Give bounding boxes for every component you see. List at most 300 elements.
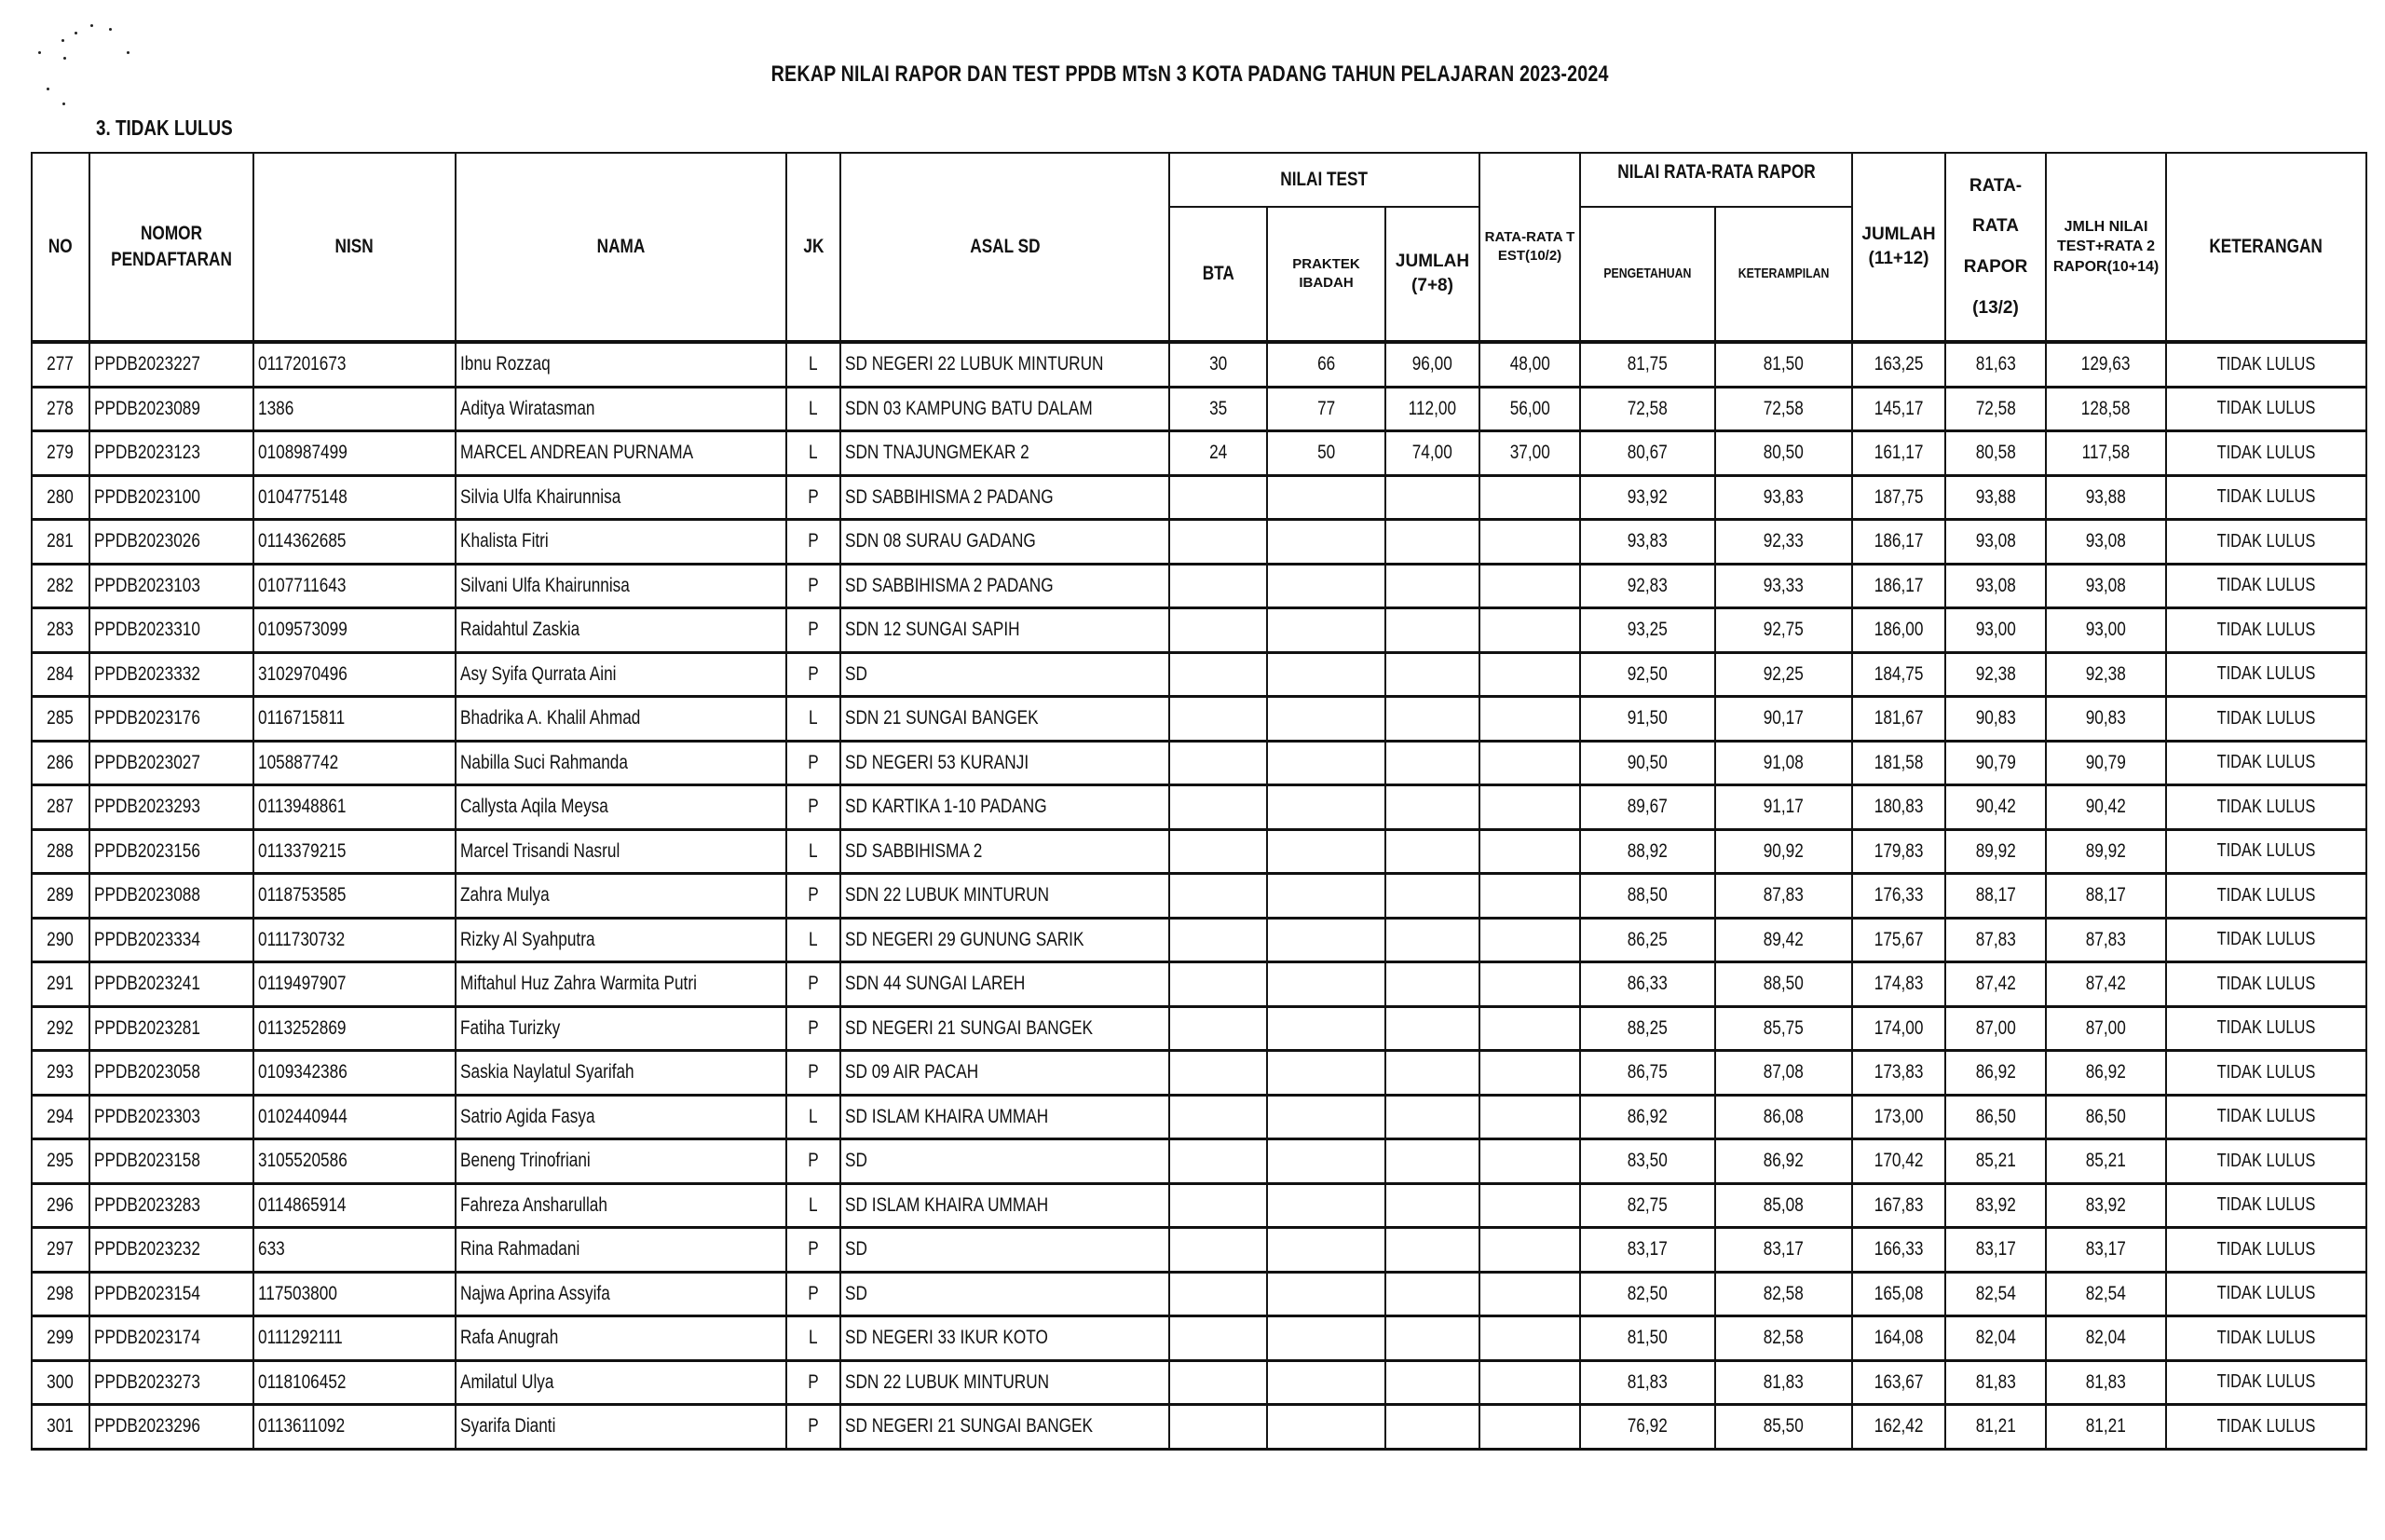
- cell-rata-rapor: [1945, 475, 2046, 520]
- cell-nama: [456, 520, 786, 565]
- cell-bta: [1169, 475, 1267, 520]
- cell-nomor-pendaftaran-text: PPDB2023303: [94, 1105, 200, 1127]
- cell-asal-sd: [840, 1051, 1169, 1096]
- cell-pengetahuan: [1580, 1139, 1715, 1184]
- cell-nisn-text: 0116715811: [258, 707, 346, 729]
- cell-jumlah-nilai-text: 86,50: [2085, 1105, 2127, 1127]
- scan-speck: [61, 39, 64, 42]
- cell-no-text: 284: [47, 662, 75, 685]
- cell-keterampilan: [1715, 918, 1852, 962]
- cell-keterangan-text: TIDAK LULUS: [2216, 840, 2316, 862]
- cell-nama: [456, 1051, 786, 1096]
- scan-speck: [47, 88, 49, 90]
- cell-jumlah-nilai-text: 86,92: [2085, 1061, 2127, 1083]
- cell-jumlah-test: [1385, 1139, 1479, 1184]
- table-row: [32, 564, 2366, 608]
- cell-jk: [786, 785, 840, 830]
- cell-nama-text: Rina Rahmadani: [460, 1238, 580, 1261]
- cell-keterampilan: [1715, 431, 1852, 476]
- cell-nama: [456, 962, 786, 1007]
- cell-no: [32, 1095, 89, 1139]
- cell-jk-text: P: [808, 574, 819, 596]
- cell-nama-text: Asy Syifa Qurrata Aini: [460, 662, 617, 685]
- table-row: [32, 1272, 2366, 1316]
- cell-keterangan-text: TIDAK LULUS: [2216, 530, 2316, 552]
- cell-no-text: 296: [47, 1193, 75, 1216]
- cell-nomor-pendaftaran-text: PPDB2023103: [94, 574, 200, 596]
- cell-no: [32, 1051, 89, 1096]
- cell-jk-text: L: [809, 1105, 818, 1127]
- cell-nisn-text: 0119497907: [258, 973, 347, 995]
- cell-keterangan-text: TIDAK LULUS: [2216, 442, 2316, 463]
- cell-pengetahuan-text: 86,25: [1627, 928, 1669, 950]
- cell-rata-rapor-text: 72,58: [1975, 397, 2016, 419]
- cell-asal-sd-text: SDN 03 KAMPUNG BATU DALAM: [845, 397, 1093, 419]
- cell-jumlah-nilai-text: 88,17: [2085, 884, 2127, 906]
- cell-keterangan: [2166, 1183, 2366, 1228]
- cell-pengetahuan: [1580, 1316, 1715, 1361]
- cell-jumlah-rapor: [1852, 1228, 1945, 1273]
- cell-asal-sd-text: SDN 12 SUNGAI SAPIH: [845, 619, 1020, 641]
- cell-pengetahuan-text: 81,83: [1627, 1370, 1669, 1393]
- cell-rata-test: [1479, 962, 1580, 1007]
- cell-no-text: 280: [47, 485, 75, 508]
- cell-asal-sd-text: SD NEGERI 21 SUNGAI BANGEK: [845, 1415, 1094, 1438]
- cell-rata-rapor: [1945, 1095, 2046, 1139]
- cell-jumlah-nilai-text: 90,83: [2085, 707, 2127, 729]
- cell-keterangan: [2166, 652, 2366, 697]
- header-keterangan: KETERANGAN: [2166, 153, 2366, 342]
- cell-keterangan-text: TIDAK LULUS: [2216, 1061, 2316, 1083]
- cell-bta: [1169, 1006, 1267, 1051]
- cell-jumlah-rapor: [1852, 342, 1945, 387]
- cell-nisn: [253, 1139, 456, 1184]
- cell-rata-test: [1479, 874, 1580, 919]
- cell-praktek-ibadah: [1267, 874, 1385, 919]
- cell-nomor-pendaftaran-text: PPDB2023281: [94, 1016, 200, 1039]
- cell-rata-test: [1479, 1228, 1580, 1273]
- cell-praktek-ibadah: [1267, 962, 1385, 1007]
- cell-rata-test: [1479, 1051, 1580, 1096]
- cell-jk-text: L: [809, 1193, 818, 1216]
- cell-jumlah-rapor: [1852, 608, 1945, 653]
- cell-jumlah-test: [1385, 962, 1479, 1007]
- cell-rata-test-text: 37,00: [1509, 442, 1550, 464]
- cell-keterampilan-text: 90,17: [1763, 707, 1805, 729]
- table-header: [32, 153, 2366, 342]
- cell-rata-rapor-text: 87,00: [1975, 1016, 2016, 1039]
- cell-keterangan: [2166, 1316, 2366, 1361]
- cell-keterampilan: [1715, 1360, 1852, 1405]
- cell-keterampilan-text: 81,83: [1763, 1370, 1805, 1393]
- cell-nisn: [253, 475, 456, 520]
- cell-jk: [786, 1006, 840, 1051]
- cell-keterangan-text: TIDAK LULUS: [2216, 973, 2316, 994]
- cell-rata-rapor-text: 93,08: [1975, 574, 2016, 596]
- cell-nomor-pendaftaran: [89, 342, 253, 387]
- cell-bta: [1169, 918, 1267, 962]
- cell-jumlah-nilai-text: 89,92: [2085, 839, 2127, 862]
- cell-nisn-text: 117503800: [258, 1282, 337, 1304]
- cell-jk: [786, 1228, 840, 1273]
- cell-rata-test: [1479, 785, 1580, 830]
- cell-nomor-pendaftaran-text: PPDB2023273: [94, 1370, 200, 1393]
- cell-no: [32, 1139, 89, 1184]
- cell-nomor-pendaftaran: [89, 829, 253, 874]
- cell-asal-sd-text: SD NEGERI 29 GUNUNG SARIK: [845, 928, 1084, 950]
- cell-keterangan-text: TIDAK LULUS: [2216, 707, 2316, 729]
- cell-nisn-text: 633: [258, 1238, 285, 1261]
- cell-jumlah-rapor: [1852, 785, 1945, 830]
- cell-asal-sd: [840, 874, 1169, 919]
- table-row: [32, 1405, 2366, 1450]
- cell-asal-sd: [840, 1139, 1169, 1184]
- cell-rata-rapor-text: 83,92: [1975, 1193, 2016, 1216]
- cell-pengetahuan: [1580, 829, 1715, 874]
- cell-jk-text: P: [808, 1150, 819, 1172]
- cell-jumlah-rapor: [1852, 697, 1945, 742]
- cell-keterangan-text: TIDAK LULUS: [2216, 1283, 2316, 1304]
- cell-bta-text: 24: [1208, 442, 1228, 464]
- cell-no: [32, 1272, 89, 1316]
- cell-asal-sd-text: SD KARTIKA 1-10 PADANG: [845, 796, 1047, 818]
- table-row: [32, 1139, 2366, 1184]
- cell-no: [32, 520, 89, 565]
- cell-jk-text: L: [809, 397, 818, 419]
- cell-jumlah-rapor-text: 163,25: [1874, 353, 1924, 375]
- cell-no: [32, 1405, 89, 1450]
- cell-praktek-ibadah: [1267, 608, 1385, 653]
- scan-speck: [38, 51, 41, 54]
- cell-keterangan: [2166, 342, 2366, 387]
- cell-nomor-pendaftaran-text: PPDB2023089: [94, 397, 200, 419]
- cell-jumlah-rapor-text: 163,67: [1874, 1370, 1924, 1393]
- cell-no-text: 297: [47, 1238, 75, 1261]
- cell-jumlah-rapor: [1852, 1095, 1945, 1139]
- cell-jk-text: L: [809, 1327, 818, 1349]
- cell-nama: [456, 564, 786, 608]
- cell-praktek-ibadah: [1267, 475, 1385, 520]
- cell-nama: [456, 918, 786, 962]
- cell-nama: [456, 1183, 786, 1228]
- cell-keterangan: [2166, 1360, 2366, 1405]
- cell-rata-rapor: [1945, 785, 2046, 830]
- cell-jumlah-nilai: [2046, 1272, 2166, 1316]
- cell-pengetahuan: [1580, 1360, 1715, 1405]
- cell-jumlah-nilai: [2046, 564, 2166, 608]
- cell-nama-text: Amilatul Ulya: [460, 1370, 554, 1393]
- cell-rata-rapor-text: 85,21: [1975, 1150, 2016, 1172]
- cell-jumlah-nilai-text: 128,58: [2081, 397, 2131, 419]
- cell-keterampilan-text: 92,75: [1763, 619, 1805, 641]
- cell-pengetahuan: [1580, 785, 1715, 830]
- cell-jumlah-rapor: [1852, 1183, 1945, 1228]
- cell-praktek-ibadah: [1267, 564, 1385, 608]
- cell-jumlah-test: [1385, 431, 1479, 476]
- cell-keterangan: [2166, 741, 2366, 785]
- cell-nisn-text: 0111730732: [258, 928, 346, 950]
- cell-rata-rapor: [1945, 1183, 2046, 1228]
- cell-keterangan: [2166, 1228, 2366, 1273]
- table-row: [32, 608, 2366, 653]
- cell-keterampilan-text: 81,50: [1763, 353, 1805, 375]
- cell-nomor-pendaftaran: [89, 652, 253, 697]
- cell-nomor-pendaftaran-text: PPDB2023100: [94, 485, 200, 508]
- cell-asal-sd: [840, 1006, 1169, 1051]
- cell-keterangan-text: TIDAK LULUS: [2216, 353, 2316, 375]
- cell-jk-text: P: [808, 1016, 819, 1039]
- cell-asal-sd-text: SD NEGERI 21 SUNGAI BANGEK: [845, 1016, 1094, 1039]
- cell-praktek-ibadah: [1267, 1228, 1385, 1273]
- cell-pengetahuan-text: 86,75: [1627, 1061, 1669, 1083]
- cell-asal-sd: [840, 962, 1169, 1007]
- cell-rata-test: [1479, 1139, 1580, 1184]
- cell-jumlah-nilai-text: 81,83: [2085, 1370, 2127, 1393]
- cell-jumlah-rapor: [1852, 874, 1945, 919]
- cell-jk: [786, 342, 840, 387]
- cell-keterampilan-text: 80,50: [1763, 442, 1805, 464]
- cell-rata-rapor: [1945, 431, 2046, 476]
- cell-rata-rapor: [1945, 1360, 2046, 1405]
- cell-jumlah-rapor: [1852, 1360, 1945, 1405]
- cell-praktek-ibadah: [1267, 1316, 1385, 1361]
- cell-pengetahuan: [1580, 608, 1715, 653]
- cell-keterangan-text: TIDAK LULUS: [2216, 1327, 2316, 1348]
- cell-keterangan: [2166, 962, 2366, 1007]
- cell-rata-rapor-text: 82,04: [1975, 1327, 2016, 1349]
- cell-rata-rapor-text: 81,63: [1975, 353, 2016, 375]
- cell-keterampilan: [1715, 697, 1852, 742]
- cell-asal-sd: [840, 564, 1169, 608]
- table-row: [32, 1316, 2366, 1361]
- cell-keterampilan-text: 91,08: [1763, 751, 1805, 773]
- cell-rata-rapor-text: 93,88: [1975, 485, 2016, 508]
- cell-asal-sd-text: SDN 08 SURAU GADANG: [845, 530, 1036, 552]
- cell-praktek-ibadah-text: 50: [1316, 442, 1336, 464]
- scan-speck: [75, 32, 77, 34]
- cell-jumlah-rapor-text: 167,83: [1874, 1193, 1924, 1216]
- cell-nisn: [253, 829, 456, 874]
- cell-nisn: [253, 1183, 456, 1228]
- cell-jumlah-rapor-text: 181,67: [1874, 707, 1924, 729]
- cell-nama-text: MARCEL ANDREAN PURNAMA: [460, 442, 694, 464]
- cell-jumlah-rapor: [1852, 962, 1945, 1007]
- cell-rata-rapor-text: 87,83: [1975, 928, 2016, 950]
- cell-jumlah-test: [1385, 1405, 1479, 1450]
- cell-jumlah-test: [1385, 342, 1479, 387]
- cell-asal-sd: [840, 785, 1169, 830]
- cell-jumlah-rapor-text: 175,67: [1874, 928, 1924, 950]
- cell-keterampilan: [1715, 1051, 1852, 1096]
- cell-jumlah-rapor: [1852, 652, 1945, 697]
- table-body: [32, 342, 2366, 1449]
- cell-jk-text: P: [808, 1370, 819, 1393]
- cell-no: [32, 652, 89, 697]
- cell-nama-text: Aditya Wiratasman: [460, 397, 595, 419]
- cell-nisn: [253, 874, 456, 919]
- cell-no-text: 286: [47, 751, 75, 773]
- cell-nama-text: Khalista Fitri: [460, 530, 549, 552]
- cell-pengetahuan-text: 88,92: [1627, 839, 1669, 862]
- cell-jumlah-nilai: [2046, 874, 2166, 919]
- cell-jumlah-nilai: [2046, 785, 2166, 830]
- cell-nomor-pendaftaran-text: PPDB2023241: [94, 973, 200, 995]
- cell-nomor-pendaftaran: [89, 1405, 253, 1450]
- cell-rata-rapor-text: 90,42: [1975, 796, 2016, 818]
- cell-keterangan: [2166, 520, 2366, 565]
- cell-nisn-text: 0113252869: [258, 1016, 347, 1039]
- cell-rata-rapor: [1945, 741, 2046, 785]
- cell-keterampilan-text: 89,42: [1763, 928, 1805, 950]
- cell-rata-rapor: [1945, 342, 2046, 387]
- cell-nomor-pendaftaran: [89, 1183, 253, 1228]
- cell-nama-text: Beneng Trinofriani: [460, 1150, 591, 1172]
- cell-bta: [1169, 829, 1267, 874]
- cell-nomor-pendaftaran: [89, 475, 253, 520]
- cell-nama: [456, 1095, 786, 1139]
- cell-nomor-pendaftaran-text: PPDB2023283: [94, 1193, 200, 1216]
- cell-asal-sd: [840, 387, 1169, 431]
- cell-keterampilan: [1715, 1095, 1852, 1139]
- cell-nama-text: Syarifa Dianti: [460, 1415, 556, 1438]
- cell-pengetahuan-text: 76,92: [1627, 1415, 1669, 1438]
- cell-jumlah-nilai: [2046, 829, 2166, 874]
- cell-nisn: [253, 1272, 456, 1316]
- cell-rata-test-text: 48,00: [1509, 353, 1550, 375]
- header-rata-rapor: RATA-RATA RAPOR (13/2): [1945, 153, 2046, 342]
- cell-keterangan: [2166, 608, 2366, 653]
- header-rata-test: RATA-RATA TEST(10/2): [1479, 153, 1580, 342]
- cell-nama-text: Ibnu Rozzaq: [460, 353, 551, 375]
- cell-keterangan: [2166, 1405, 2366, 1450]
- cell-asal-sd: [840, 918, 1169, 962]
- cell-nomor-pendaftaran-text: PPDB2023334: [94, 928, 200, 950]
- cell-jk-text: P: [808, 973, 819, 995]
- cell-rata-test: [1479, 475, 1580, 520]
- cell-jumlah-nilai-text: 87,42: [2085, 973, 2127, 995]
- cell-no: [32, 608, 89, 653]
- cell-nomor-pendaftaran-text: PPDB2023293: [94, 796, 200, 818]
- cell-jumlah-rapor-text: 184,75: [1874, 662, 1924, 685]
- cell-keterampilan: [1715, 1272, 1852, 1316]
- cell-nisn: [253, 785, 456, 830]
- cell-rata-rapor-text: 90,83: [1975, 707, 2016, 729]
- cell-jumlah-nilai: [2046, 1006, 2166, 1051]
- cell-nama-text: Silvani Ulfa Khairunnisa: [460, 574, 630, 596]
- cell-nisn: [253, 1228, 456, 1273]
- cell-pengetahuan: [1580, 697, 1715, 742]
- cell-jumlah-nilai: [2046, 431, 2166, 476]
- cell-bta-text: 35: [1208, 397, 1228, 419]
- cell-pengetahuan-text: 86,92: [1627, 1105, 1669, 1127]
- cell-rata-test: [1479, 1316, 1580, 1361]
- cell-jk-text: P: [808, 796, 819, 818]
- cell-nisn: [253, 608, 456, 653]
- cell-jumlah-rapor: [1852, 387, 1945, 431]
- cell-asal-sd-text: SD NEGERI 22 LUBUK MINTURUN: [845, 353, 1104, 375]
- cell-jumlah-rapor: [1852, 1139, 1945, 1184]
- cell-jumlah-nilai-text: 81,21: [2085, 1415, 2127, 1438]
- cell-nama: [456, 608, 786, 653]
- cell-asal-sd: [840, 1095, 1169, 1139]
- cell-pengetahuan: [1580, 1051, 1715, 1096]
- cell-jumlah-rapor-text: 170,42: [1874, 1150, 1924, 1172]
- cell-nama-text: Rizky Al Syahputra: [460, 928, 595, 950]
- cell-rata-test: [1479, 1095, 1580, 1139]
- cell-bta: [1169, 652, 1267, 697]
- cell-nama: [456, 431, 786, 476]
- cell-keterampilan-text: 91,17: [1763, 796, 1805, 818]
- cell-nomor-pendaftaran-text: PPDB2023058: [94, 1061, 200, 1083]
- cell-no: [32, 1316, 89, 1361]
- table-row: [32, 785, 2366, 830]
- cell-jumlah-test: [1385, 387, 1479, 431]
- cell-rata-rapor: [1945, 1051, 2046, 1096]
- table-row: [32, 1183, 2366, 1228]
- cell-no-text: 299: [47, 1327, 75, 1349]
- cell-pengetahuan: [1580, 1183, 1715, 1228]
- cell-jk: [786, 697, 840, 742]
- cell-jumlah-test-text: 96,00: [1411, 353, 1453, 375]
- cell-nama: [456, 697, 786, 742]
- cell-jk-text: P: [808, 1282, 819, 1304]
- cell-jumlah-rapor: [1852, 475, 1945, 520]
- cell-rata-test: [1479, 918, 1580, 962]
- cell-nisn: [253, 741, 456, 785]
- cell-nisn: [253, 652, 456, 697]
- cell-nomor-pendaftaran-text: PPDB2023227: [94, 353, 200, 375]
- cell-jumlah-rapor: [1852, 918, 1945, 962]
- cell-jumlah-rapor: [1852, 1272, 1945, 1316]
- cell-praktek-ibadah: [1267, 785, 1385, 830]
- cell-asal-sd: [840, 1183, 1169, 1228]
- cell-jk: [786, 608, 840, 653]
- header-jumlah-rapor: JUMLAH (11+12): [1852, 153, 1945, 342]
- cell-praktek-ibadah: [1267, 1051, 1385, 1096]
- table-row: [32, 1360, 2366, 1405]
- cell-nama: [456, 1139, 786, 1184]
- cell-asal-sd: [840, 1360, 1169, 1405]
- cell-no-text: 293: [47, 1061, 75, 1083]
- cell-nisn-text: 0109573099: [258, 619, 348, 641]
- cell-nomor-pendaftaran-text: PPDB2023156: [94, 839, 200, 862]
- cell-nisn-text: 0114865914: [258, 1193, 347, 1216]
- cell-pengetahuan-text: 83,50: [1627, 1150, 1669, 1172]
- scan-speck: [90, 24, 93, 27]
- cell-rata-test: [1479, 697, 1580, 742]
- cell-jumlah-nilai: [2046, 1405, 2166, 1450]
- cell-jk-text: P: [808, 1415, 819, 1438]
- cell-pengetahuan: [1580, 874, 1715, 919]
- cell-nomor-pendaftaran-text: PPDB2023027: [94, 751, 200, 773]
- cell-jumlah-rapor: [1852, 741, 1945, 785]
- cell-jumlah-nilai: [2046, 1051, 2166, 1096]
- cell-keterampilan-text: 87,08: [1763, 1061, 1805, 1083]
- cell-nisn: [253, 1405, 456, 1450]
- cell-pengetahuan-text: 92,50: [1627, 662, 1669, 685]
- cell-jk-text: P: [808, 1061, 819, 1083]
- cell-nama-text: Saskia Naylatul Syarifah: [460, 1061, 634, 1083]
- cell-keterampilan-text: 85,50: [1763, 1415, 1805, 1438]
- cell-nisn: [253, 962, 456, 1007]
- cell-jumlah-nilai: [2046, 962, 2166, 1007]
- cell-bta: [1169, 1139, 1267, 1184]
- cell-nisn: [253, 564, 456, 608]
- cell-jumlah-test-text: 74,00: [1411, 442, 1453, 464]
- cell-keterangan-text: TIDAK LULUS: [2216, 486, 2316, 508]
- cell-nomor-pendaftaran: [89, 785, 253, 830]
- cell-pengetahuan-text: 82,50: [1627, 1282, 1669, 1304]
